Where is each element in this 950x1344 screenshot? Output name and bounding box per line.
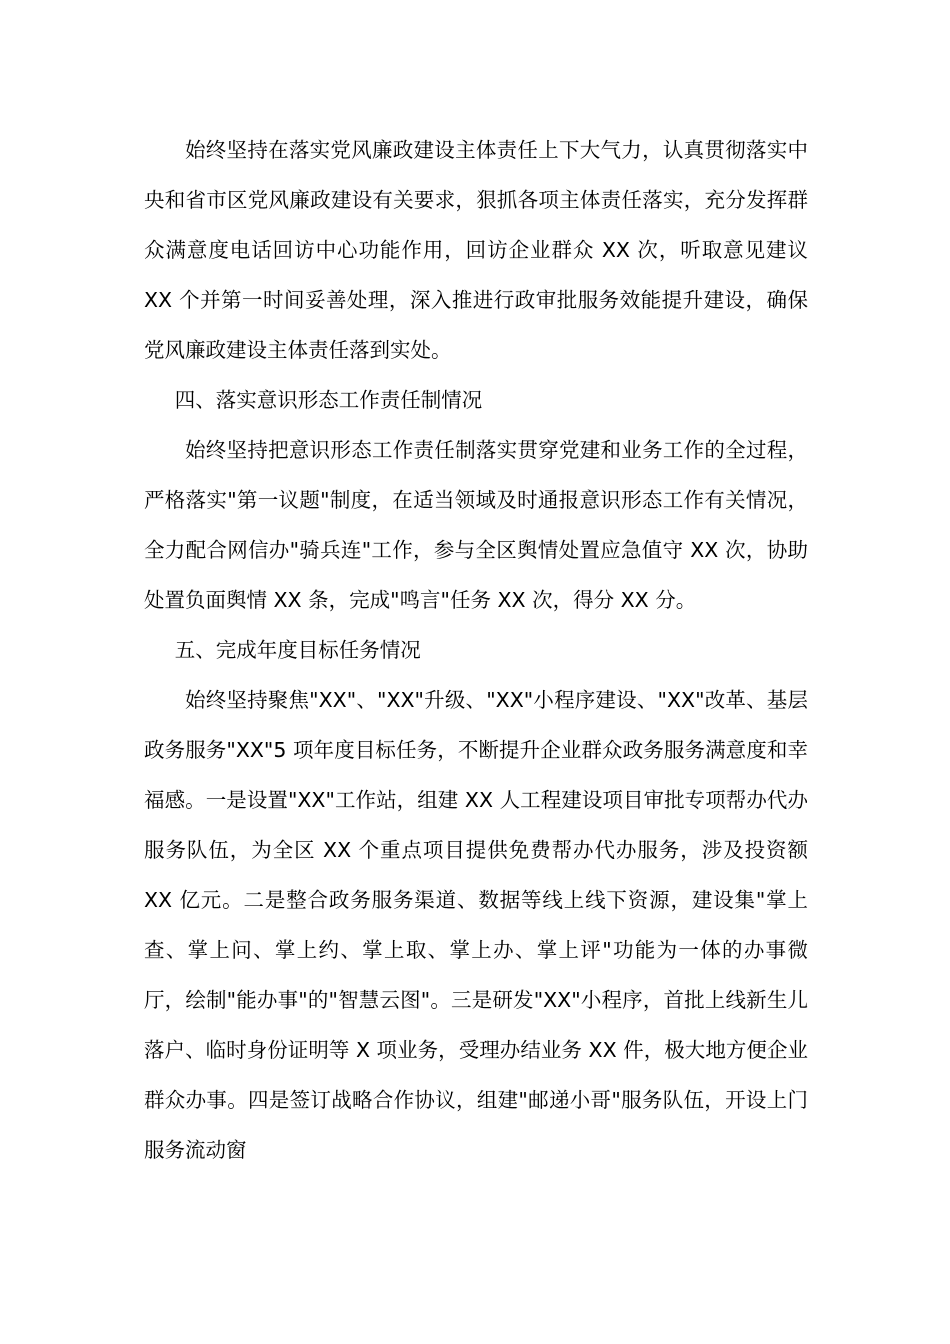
paragraph-ideology: 始终坚持把意识形态工作责任制落实贯穿党建和业务工作的全过程，严格落实"第一议题"制度，在适当领域及时通报意识形态工作有关情况，全力配合网信办"骑兵连"工作，参与全区舆情处置应急值守 XX 次，协助处置负面舆情 XX 条，完成"鸣言"任务 XX 次，得分 XX 分。 [144,438,808,612]
document-body [144,125,808,1175]
section-heading-annual-goals: 五、完成年度目标任务情况 [174,638,421,662]
section-heading-ideology: 四、落实意识形态工作责任制情况 [174,388,483,412]
paragraph-party-conduct: 始终坚持在落实党风廉政建设主体责任上下大气力，认真贯彻落实中央和省市区党风廉政建设有关要求，狠抓各项主体责任落实，充分发挥群众满意度电话回访中心功能作用，回访企业群众 XX 次，听取意见建议 XX 个并第一时间妥善处理，深入推进行政审批服务效能提升建设，确保党风廉政建设主体责任落到实处。 [144,138,808,362]
paragraph-annual-goals: 始终坚持聚焦"XX"、"XX"升级、"XX"小程序建设、"XX"改革、基层政务服务"XX"5 项年度目标任务，不断提升企业群众政务服务满意度和幸福感。一是设置"XX"工作站，组建 XX 人工程建设项目审批专项帮办代办服务队伍，为全区 XX 个重点项目提供免费帮办代办服务，涉及投资额 XX 亿元。二是整合政务服务渠道、数据等线上线下资源，建设集"掌上查、掌上问、掌上约、掌上取、掌上办、掌上评"功能为一体的办事微厅，绘制"能办事"的"智慧云图"。三是研发"XX"小程序，首批上线新生儿落户、临时身份证明等 X 项业务，受理办结业务 XX 件，极大地方便企业群众办事。四是签订战略合作协议，组建"邮递小哥"服务队伍，开设上门服务流动窗 [144,688,808,1162]
